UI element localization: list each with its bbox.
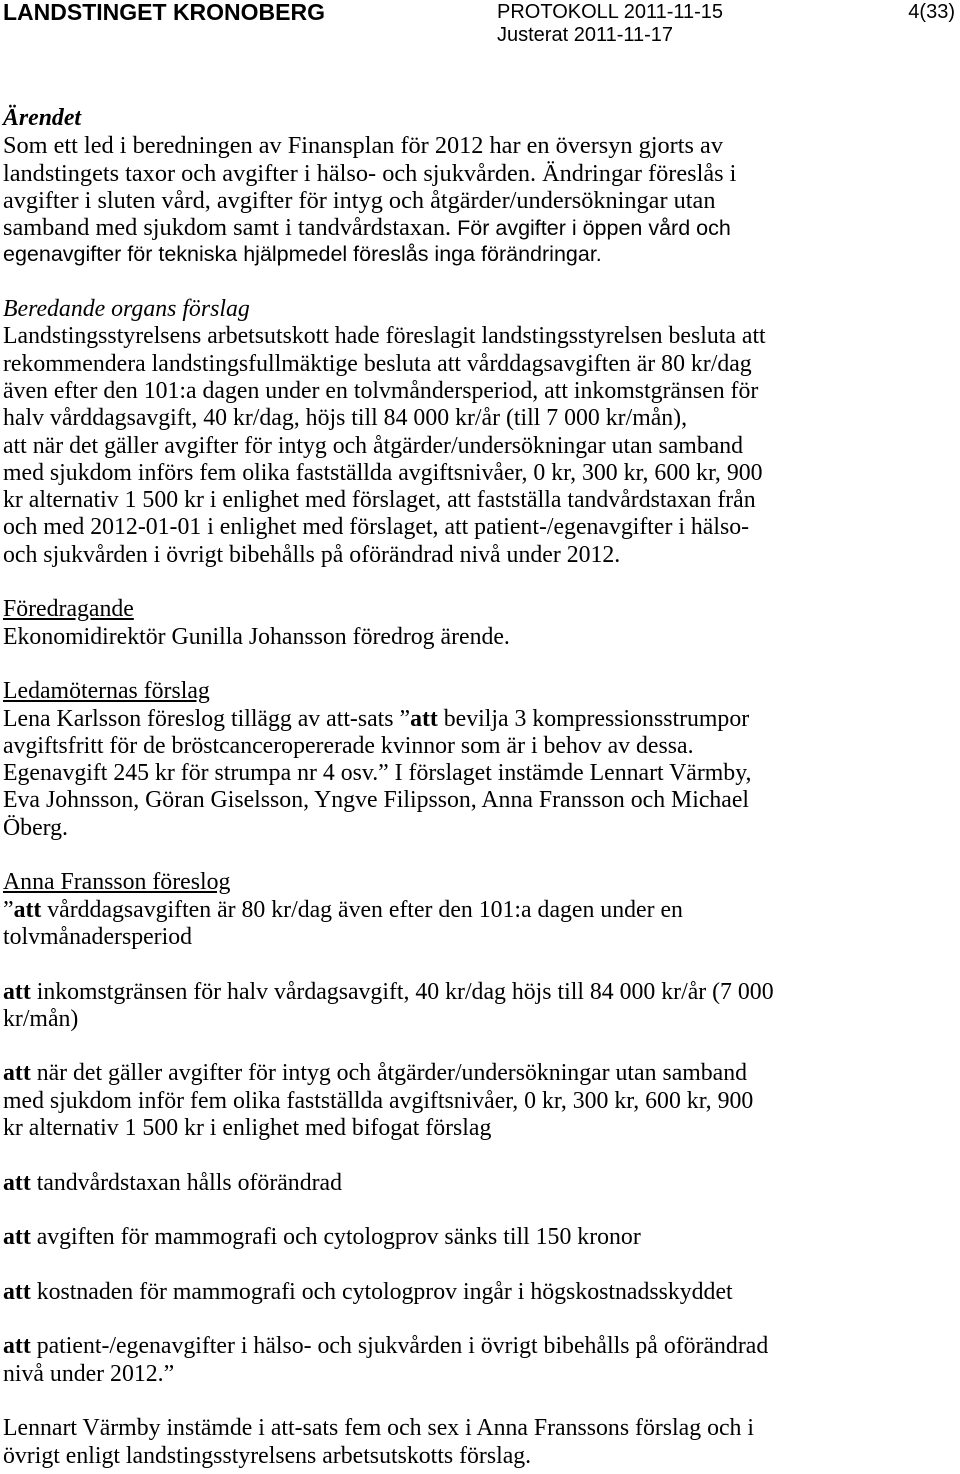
text-line: Öberg.	[3, 814, 68, 841]
section-heading: Anna Fransson föreslog	[3, 869, 231, 896]
att-clause	[3, 1060, 953, 1142]
text-line: halv vårddagsavgift, 40 kr/dag, höjs till 84 000 kr/år (till 7 000 kr/mån),	[3, 405, 688, 432]
text-segment: För avgifter i öppen vård och	[457, 216, 731, 241]
page-header	[0, 0, 960, 50]
text-segment: bevilja 3 kompressionsstrumpor	[443, 705, 750, 732]
att-clause	[3, 979, 953, 1034]
text-line	[3, 706, 953, 733]
att-keyword: att	[3, 1278, 31, 1305]
text-line	[3, 214, 953, 241]
section-members-proposals	[3, 678, 953, 842]
adjusted-date: Justerat 2011-11-17	[497, 24, 674, 46]
att-keyword: att	[3, 1060, 31, 1087]
att-clause	[3, 1333, 953, 1388]
text-line: Eva Johnsson, Göran Giselsson, Yngve Filipsson, Anna Fransson och Michael	[3, 787, 750, 814]
text-line: kr alternativ 1 500 kr i enlighet med bifogat förslag	[3, 1114, 492, 1141]
att-keyword: att	[3, 1169, 31, 1196]
text-segment: kostnaden för mammografi och cytologprov ingår i högskostnadsskyddet	[36, 1278, 733, 1305]
text-line: och sjukvården i övrigt bibehålls på oförändrad nivå under 2012.	[3, 541, 621, 568]
text-line: landstingets taxor och avgifter i hälso- och sjukvården. Ändringar föreslås i	[3, 159, 737, 187]
section-heading: Ärendet	[3, 105, 82, 131]
section-closing	[3, 1415, 953, 1470]
att-clause	[3, 1279, 953, 1306]
text-segment: avgiften för mammografi och cytologprov sänks till 150 kronor	[36, 1224, 641, 1251]
text-segment: vårddagsavgiften är 80 kr/dag även efter den 101:a dagen under en	[47, 896, 683, 923]
text-line: tolvmånadersperiod	[3, 923, 192, 950]
text-line: Egenavgift 245 kr för strumpa nr 4 osv.” I förslaget instämde Lennart Värmby,	[3, 760, 752, 787]
text-line: avgifter i sluten vård, avgifter för intyg och åtgärder/undersökningar utan	[3, 186, 716, 214]
text-segment: tandvårdstaxan hålls oförändrad	[36, 1169, 342, 1196]
text-line	[3, 1279, 953, 1306]
page-number: 4(33)	[908, 1, 955, 23]
case-paragraph	[3, 132, 953, 268]
section-heading: Föredragande	[3, 596, 134, 623]
section-anna-proposal	[3, 869, 953, 1388]
text-line: nivå under 2012.”	[3, 1360, 175, 1387]
text-line: Landstingsstyrelsens arbetsutskott hade föreslagit landstingsstyrelsen besluta att	[3, 323, 766, 350]
text-line: även efter den 101:a dagen under en tolvmåndersperiod, att inkomstgränsen för	[3, 377, 759, 404]
text-line	[3, 979, 953, 1006]
section-heading: Ledamöternas förslag	[3, 678, 210, 705]
text-line: Ekonomidirektör Gunilla Johansson föredrog ärende.	[3, 623, 510, 650]
text-segment: patient-/egenavgifter i hälso- och sjukvården i övrigt bibehålls på oförändrad	[36, 1333, 769, 1360]
text-line: med sjukdom inför fem olika fastställda avgiftsnivåer, 0 kr, 300 kr, 600 kr, 900	[3, 1087, 754, 1114]
text-line	[3, 1333, 953, 1360]
att-keyword: att	[3, 1333, 31, 1360]
organization-name: LANDSTINGET KRONOBERG	[3, 0, 325, 25]
text-line: avgiftsfritt för de bröstcanceropererade kvinnor som är i behov av dessa.	[3, 732, 694, 759]
opening-quote: ”	[3, 896, 14, 923]
section-heading: Beredande organs förslag	[3, 296, 250, 323]
att-clause	[3, 897, 953, 952]
text-line	[3, 1060, 953, 1087]
section-case	[3, 105, 953, 269]
att-keyword: att	[3, 978, 31, 1005]
att-clause	[3, 1224, 953, 1251]
text-line	[3, 897, 953, 924]
text-line: egenavgifter för tekniska hjälpmedel föreslås inga förändringar.	[3, 242, 602, 267]
text-line	[3, 1170, 953, 1197]
document-body	[3, 105, 953, 1470]
protocol-date: PROTOKOLL 2011-11-15	[497, 1, 724, 23]
text-segment: Lena Karlsson föreslog tillägg av att-sats ”	[3, 705, 411, 732]
text-line: Som ett led i beredningen av Finansplan för 2012 har en översyn gjorts av	[3, 132, 723, 160]
section-presenter	[3, 596, 953, 651]
text-line: kr/mån)	[3, 1005, 79, 1032]
text-line: med sjukdom införs fem olika fastställda avgiftsnivåer, 0 kr, 300 kr, 600 kr, 900	[3, 459, 763, 486]
att-keyword: att	[3, 1224, 31, 1251]
text-line: rekommendera landstingsfullmäktige besluta att vårddagsavgiften är 80 kr/dag	[3, 350, 752, 377]
text-line: kr alternativ 1 500 kr i enlighet med förslaget, att fastställa tandvårdstaxan från	[3, 487, 756, 514]
text-line: övrigt enligt landstingsstyrelsens arbetsutskotts förslag.	[3, 1442, 532, 1469]
text-segment: samband med sjukdom samt i tandvårdstaxan.	[3, 214, 452, 242]
text-line: och med 2012-01-01 i enlighet med förslaget, att patient-/egenavgifter i hälso-	[3, 514, 750, 541]
att-clause	[3, 1170, 953, 1197]
text-segment: när det gäller avgifter för intyg och åtgärder/undersökningar utan samband	[36, 1060, 748, 1087]
text-line: Lennart Värmby instämde i att-sats fem och sex i Anna Franssons förslag och i	[3, 1415, 754, 1442]
text-line	[3, 1224, 953, 1251]
text-segment: inkomstgränsen för halv vårdagsavgift, 40 kr/dag höjs till 84 000 kr/år (7 000	[36, 978, 774, 1005]
section-committee-proposal	[3, 296, 953, 569]
att-keyword: att	[13, 896, 42, 923]
text-line: att när det gäller avgifter för intyg och åtgärder/undersökningar utan samband	[3, 432, 744, 459]
att-keyword: att	[410, 705, 438, 732]
